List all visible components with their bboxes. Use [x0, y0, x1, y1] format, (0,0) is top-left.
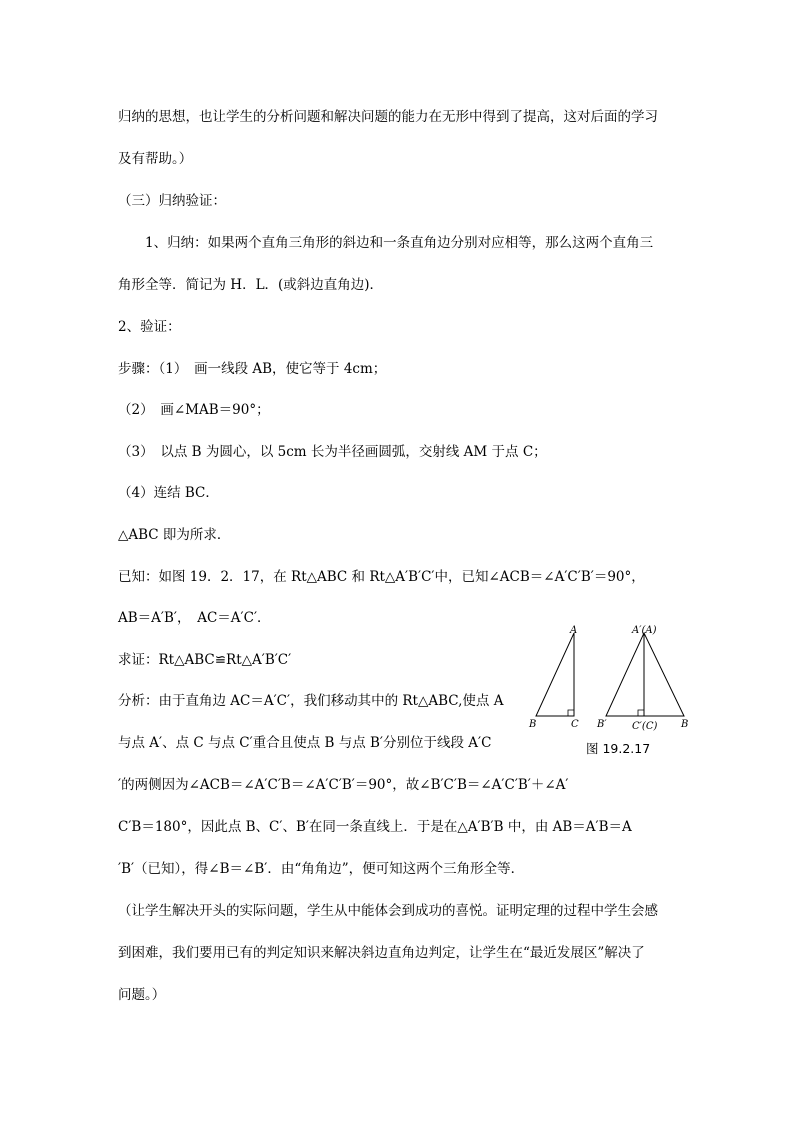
step-line: 步骤：（1） 画一线段 AB，使它等于 4cm；: [118, 361, 387, 377]
label-a: A: [570, 625, 578, 636]
right-angle-mark: [638, 710, 644, 716]
paragraph-line: 1、归纳：如果两个直角三角形的斜边和一条直角边分别对应相等，那么这两个直角三: [118, 235, 654, 251]
note-line: 问题。）: [118, 987, 166, 1003]
right-angle-mark: [568, 710, 574, 716]
analysis-line: 分析：由于直角边 AC＝A′C′，我们移动其中的 Rt△ABC,使点 A: [118, 693, 504, 709]
section-heading: （三）归纳验证：: [118, 193, 226, 209]
paragraph-line: 及有帮助。）: [118, 151, 193, 167]
analysis-line: ′B′（已知），得∠B＝∠B′．由“角角边”，便可知这两个三角形全等．: [118, 861, 525, 877]
step-line: （3） 以点 B 为圆心，以 5cm 长为半径画圆弧，交射线 AM 于点 C；: [118, 444, 547, 460]
given-line: AB＝A′B′， AC＝A′C′．: [118, 610, 271, 626]
analysis-line: 与点 A′、点 C 与点 C′重合且使点 B 与点 B′分别位于线段 A′C: [118, 735, 492, 751]
prove-line: 求证：Rt△ABC≌Rt△A′B′C′: [118, 652, 292, 668]
label-c: C: [571, 719, 579, 730]
given-line: 已知：如图 19．2．17，在 Rt△ABC 和 Rt△A′B′C′中，已知∠ACB＝∠A′C′B′＝90°，: [118, 569, 645, 585]
triangle-diagram: [524, 618, 696, 738]
triangle-abc: [536, 633, 574, 716]
note-line: （让学生解决开头的实际问题，学生从中能体会到成功的喜悦。证明定理的过程中学生会感: [118, 903, 658, 919]
label-c-prime: C′(C): [632, 721, 658, 732]
figure-caption: 图 19.2.17: [586, 741, 651, 756]
analysis-line: C′B＝180°，因此点 B、C′、B′在同一条直线上．于是在△A′B′B 中，由 AB＝A′B＝A: [118, 819, 632, 835]
paragraph-line: △ABC 即为所求．: [118, 527, 231, 543]
paragraph-line: 归纳的思想，也让学生的分析问题和解决问题的能力在无形中得到了提高，这对后面的学习: [118, 109, 658, 125]
label-b-prime: B′: [597, 719, 607, 730]
step-line: （4）连结 BC．: [118, 485, 219, 501]
note-line: 到困难，我们要用已有的判定知识来解决斜边直角边判定，让学生在“最近发展区”解决了: [118, 945, 645, 961]
triangle-abb: [606, 633, 684, 716]
analysis-line: ′的两侧因为∠ACB＝∠A′C′B＝∠A′C′B′＝90°，故∠B′C′B＝∠A′C′B′＋∠A′: [118, 777, 569, 793]
paragraph-line: 角形全等．简记为 H．L．(或斜边直角边)．: [118, 277, 384, 293]
label-b-right: B: [681, 719, 689, 730]
label-b: B: [529, 719, 537, 730]
subsection-heading: 2、验证：: [118, 319, 181, 335]
step-line: （2） 画∠MAB＝90°；: [118, 402, 270, 418]
label-a-prime: A′(A): [632, 625, 657, 636]
